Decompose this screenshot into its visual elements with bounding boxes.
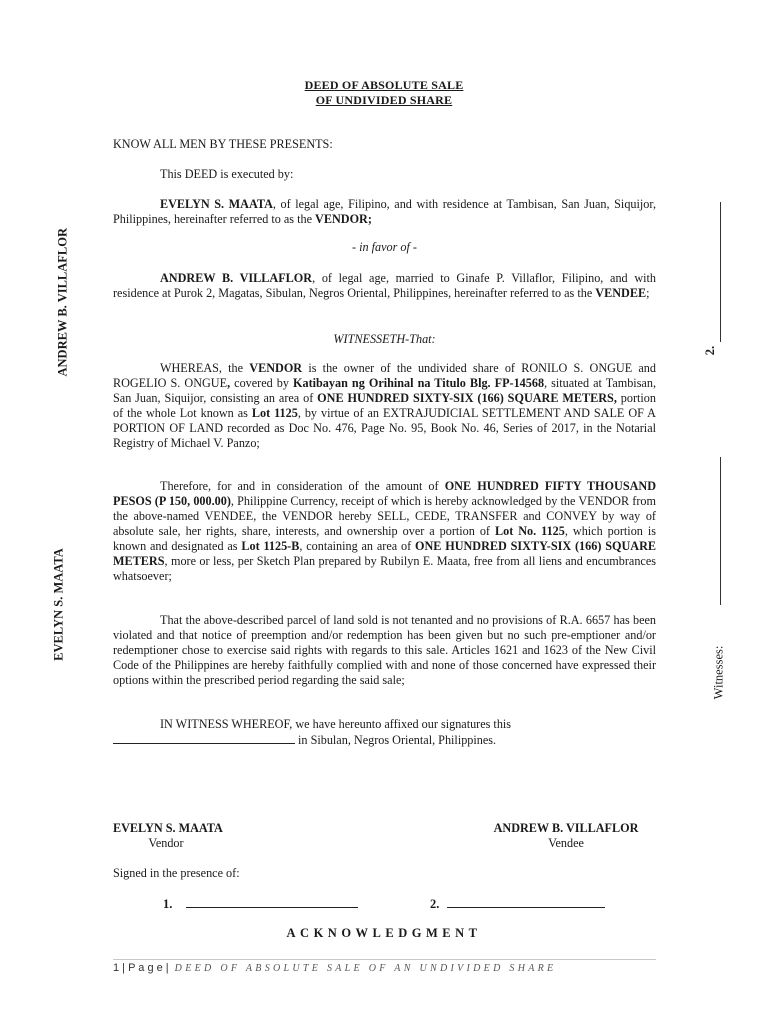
witnesseth-heading: WITNESSETH-That: — [333, 332, 436, 346]
whereas-paragraph: WHEREAS, the VENDOR is the owner of the undivided share of RONILO S. ONGUE and ROGELIO S. ONGUE, covered by Katibayan ng Orihinal na Titulo Blg. FP-14568, situated at Tambisan, San Juan, Siquijor, consisting an area of ONE HUNDRED SIXTY-SIX (166) SQUARE METERS, portion of the whole Lot known as Lot 1125, by virtue of an EXTRAJUDICIAL SETTLEMENT AND SALE OF A PORTION OF LAND recorded as Doc No. 476, Page No. 95, Book No. 46, Series of 2017, in the Notarial Registry of Michael V. Panzo; — [113, 361, 656, 450]
in-favor-of: - in favor of - — [352, 240, 417, 254]
document-title-line1: DEED OF ABSOLUTE SALE — [304, 78, 464, 92]
presence-label: Signed in the presence of: — [113, 866, 240, 880]
page-footer — [113, 962, 556, 974]
intro-line: KNOW ALL MEN BY THESE PRESENTS: — [113, 137, 333, 151]
vendee-paragraph: ANDREW B. VILLAFLOR, of legal age, married to Ginafe P. Villaflor, Filipino, and with residence at Purok 2, Magatas, Sibulan, Negros Oriental, Philippines, hereinafter referred to as the VENDEE; — [113, 271, 656, 300]
margin-number: 2. — [703, 345, 718, 356]
vendee-signature-name: ANDREW B. VILLAFLOR — [493, 821, 639, 835]
vendor-description: , of legal age, Filipino, and with residence at Tambisan, San Juan, Siquijor, Philippines, hereinafter referred to as the — [113, 197, 656, 226]
executed-by-line: This DEED is executed by: — [160, 167, 294, 181]
vendor-label: VENDOR; — [315, 212, 372, 226]
acknowledgment-heading: ACKNOWLEDGMENT — [286, 926, 482, 940]
vendor-paragraph — [113, 197, 656, 227]
vendor-signature-name: EVELYN S. MAATA — [113, 821, 223, 835]
margin-signature-evelyn: EVELYN S. MAATA — [51, 548, 66, 661]
margin-signature-line-2 — [720, 457, 721, 605]
margin-witnesses-label: Witnesses: — [711, 645, 726, 700]
margin-signature-andrew: ANDREW B. VILLAFLOR — [55, 227, 70, 377]
vendor-signature-block — [113, 821, 253, 851]
vendee-signature-block — [475, 821, 657, 851]
vendee-label: VENDEE — [595, 286, 647, 300]
tenanted-paragraph: That the above-described parcel of land sold is not tenanted and no provisions of R.A. 6657 has been violated and that notice of preemption and/or redemption has been given but no such pre-emptioner and/or redemptioner chose to exercise said rights with regards to this sale. Articles 1621 and 1623 of the New Civil Code of the Philippines are hereby faithfully complied with and none of those concerned have expressed their options within the prescribed period regarding the said sale; — [113, 613, 656, 687]
witness-1-blank[interactable] — [186, 896, 358, 908]
vendor-name: EVELYN S. MAATA — [160, 197, 273, 211]
vendee-signature-role: Vendee — [548, 836, 584, 850]
vendee-name: ANDREW B. VILLAFLOR — [160, 271, 313, 285]
witness-whereof-paragraph: IN WITNESS WHEREOF, we have hereunto affixed our signatures this in Sibulan, Negros Oriental, Philippines. — [113, 717, 656, 748]
therefore-paragraph: Therefore, for and in consideration of the amount of ONE HUNDRED FIFTY THOUSAND PESOS (P 150, 000.00), Philippine Currency, receipt of which is hereby acknowledged by the VENDOR from the above-named VENDEE, the VENDOR hereby SELL, CEDE, TRANSFER and CONVEY by way of absolute sale, her rights, share, interests, and ownership over a portion of Lot No. 1125, which portion is known and designated as Lot 1125-B, containing an area of ONE HUNDRED SIXTY-SIX (166) SQUARE METERS, more or less, per Sketch Plan prepared by Rubilyn E. Maata, free from all liens and encumbrances whatsoever; — [113, 479, 657, 583]
witness-1-line: 1. — [163, 896, 358, 912]
margin-signature-line-1 — [720, 202, 721, 342]
document-title-line2: OF UNDIVIDED SHARE — [315, 93, 453, 107]
vendee-description: , of legal age, married to Ginafe P. Villaflor, Filipino, and with residence at Purok 2, Magatas, Sibulan, Negros Oriental, Philippines, hereinafter referred to as the — [113, 271, 656, 300]
footer-divider — [113, 959, 656, 960]
witness-2-blank[interactable] — [447, 896, 605, 908]
vendor-signature-role: Vendor — [148, 836, 184, 850]
date-blank[interactable] — [113, 732, 295, 744]
page-number-label: 1 | P a g e | — [113, 962, 169, 974]
footer-title: DEED OF ABSOLUTE SALE OF AN UNDIVIDED SHARE — [174, 963, 557, 974]
witness-2-line: 2. — [430, 896, 605, 912]
